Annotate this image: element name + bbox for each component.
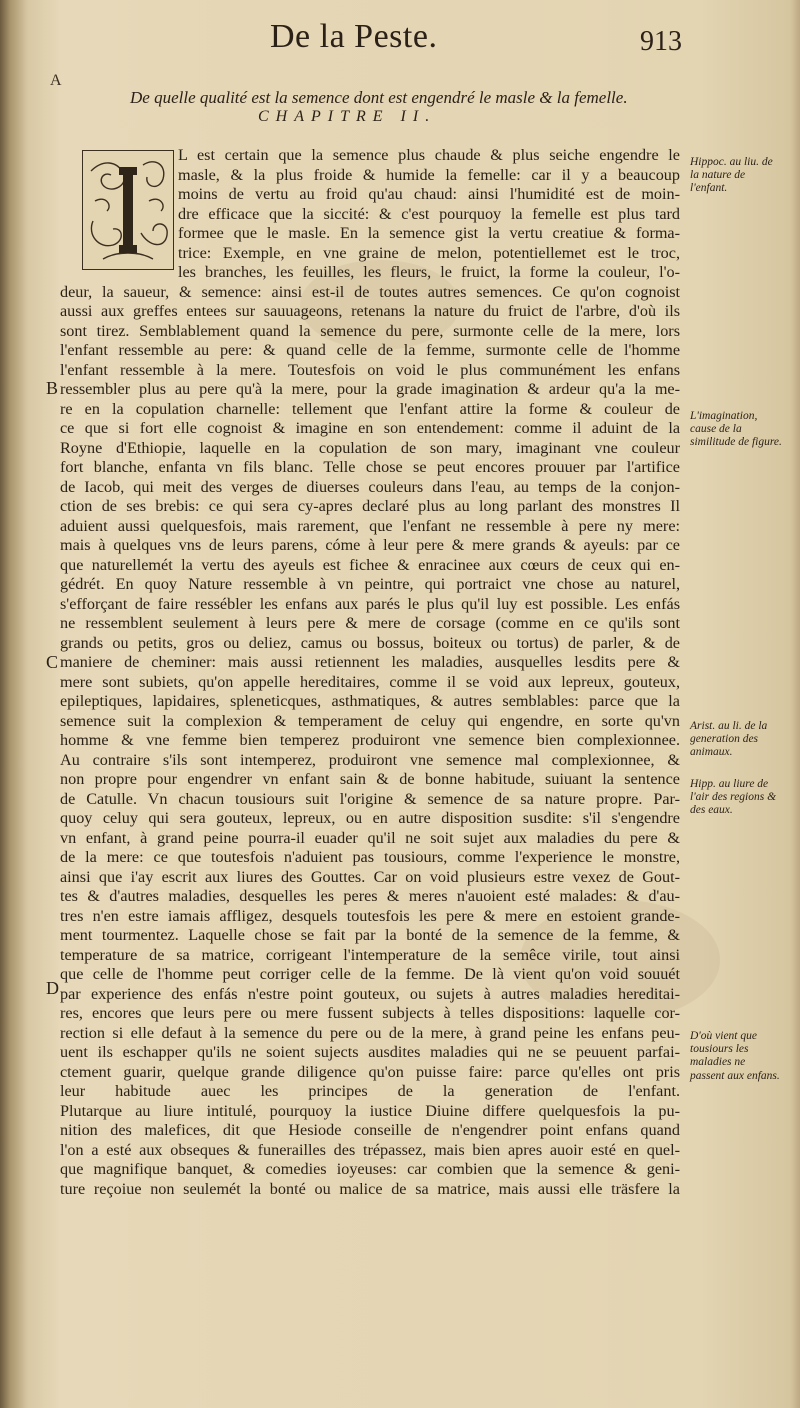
margin-note-hippoc: Hippoc. au liu. de la nature de l'enfant. [690,156,773,195]
text-line: ture reçoiue non seulemét la bonté ou malice de sa matrice, mais aussi elle träsfere la [60,1179,680,1198]
text-line: l'on a esté aux obseques & funerailles des trépassez, mais bien apres auoir esté en quel- [60,1140,680,1159]
text-line: moins de vertu au froid qu'au chaud: ainsi l'humidité est de moin- [178,185,680,203]
text-line: grands ou petits, gros ou deliez, camus ou bossus, boiteux ou tortus) de parler, & de [60,633,680,652]
text-line: ction de ses brebis: ce qui sera cy-apres declaré plus au long parlant des monstres Il [60,497,680,515]
section-letter-c: C [46,652,59,672]
text-line: leur habitude auec les principes de la generation de l'enfant. [60,1082,680,1100]
chapter-body [60,146,680,1199]
text-line: ment tourmentez. Laquelle chose se fait par la bonté de la semence de la femme, & [60,926,680,944]
text-line: mere sont subiets, qu'on appelle hereditaires, comme il se void aux lepreux, gouteux, [60,672,680,691]
text-line: s'efforçant de faire ressébler les enfans aux parés le plus qu'il luy est possible. Les enfás [60,594,680,613]
text-line: tes & d'autres maladies, desquelles les peres & meres n'auoient esté malades: & d'au- [60,887,680,905]
text-line: l'enfant ressemble à la mere. Toutesfois on void le plus communément les enfans [60,360,680,379]
text-line: re en la copulation charnelle: tellement que l'enfant attire la forme & couleur de [60,399,680,418]
text-line: aduient aussi quelquesfois, mais rarement, que l'enfant ne ressemble à pere ny mere: [60,516,680,535]
text-line: epileptiques, lapidaires, spleneticques, asthmatiques, & autres semblables: parce que la [60,692,680,710]
margin-note-dou-vient: D'où vient que tousiours les maladies ne passent aux enfans. [690,1030,780,1082]
text-line: que naturellemét la vertu des ayeuls est fichee & enracinee aux cœurs de ceux qui en- [60,555,680,574]
text-line: par experience des enfás n'estre point gouteux, ou sujets à autres maladies hereditai- [60,984,680,1003]
text-line: temperature de sa matrice, corrigeant l'intemperature de la semêce virile, tout ainsi [60,945,680,964]
text-line: aussi aux greffes entees sur sauuageons, retenans la nature du fruict de l'arbre, d'où ils [60,302,680,320]
text-line: rection si elle defaut à la semence du pere ou de la mere, à grand peine les enfans peu- [60,1023,680,1042]
text-line: les branches, les feuilles, les fleurs, le fruict, la forme la couleur, l'o- [178,263,680,281]
text-line: sont tirez. Semblablement quand la semence du pere, surmonte celle de la mere, lors [60,321,680,340]
text-line: non propre pour engendrer vn enfant sain & de bonne habitude, suiuant la sentence [60,770,680,788]
margin-note-hippocrates-air: Hipp. au liure de l'air des regions & des eaux. [690,778,777,817]
text-line: formee que le masle. En la semence gist la vertu creatiue & forma- [178,224,680,242]
margin-note-imagination: L'imagination, cause de la similitude de figure. [690,410,782,449]
text-line: res, encores que leurs pere ou mere fussent subjects à telles dispositions: laquelle cor- [60,1004,680,1022]
text-line: gédrét. En quoy Nature ressemble à vn peintre, qui portraict vne chose au naturel, [60,575,680,593]
text-line: l'enfant ressemble au pere: & quand celle de la femme, surmonte celle de l'homme [60,341,680,359]
text-line: de la mere: ce que toutesfois n'aduient pas tousiours, comme l'experience le monstre, [60,848,680,866]
running-head: De la Peste. [270,18,438,55]
text-line: Plutarque au liure intitulé, pourquoy la iustice Diuine differe quelquesfois la pu- [60,1101,680,1120]
text-line: ctement guarir, quelque grande diligence qu'on puisse faire: parce qu'elles ont pris [60,1062,680,1081]
section-letter-d: D [46,978,59,998]
chapter-title: De quelle qualité est la semence dont est engendré le masle & la femelle. [130,88,628,107]
text-line: Au contraire s'ils sont intemperez, produiront vne semence mal complexionnee, & [60,750,680,769]
text-line: maniere de cheminer: mais aussi retiennent les maladies, ausquelles lesdits pere & [60,653,680,671]
signature-mark: A [50,72,62,89]
text-line: ressembler plus au pere qu'à la mere, pour la grade imagination & ardeur qu'a la me- [60,380,680,398]
text-line: masle, & la plus froide & humide la femelle: car il y a beaucoup [178,165,680,184]
margin-note-aristotle: Arist. au li. de la generation des animaux. [690,720,768,759]
text-line: mais à quelques vns de leurs parens, cóme à leur pere & mere grands & ayeuls: par ce [60,536,680,554]
page-number: 913 [640,26,682,57]
text-line: fort blanche, enfanta vn fils blanc. Telle chose se peut encores prouuer par l'artifice [60,458,680,476]
chapter-number: CHAPITRE II. [258,108,437,125]
text-line: nition des malefices, dit que Hesiode conseille de n'engendrer point enfans quand [60,1121,680,1139]
text-line: de Catulle. Vn chacun tousiours suit l'origine & semence de sa nature propre. Par- [60,789,680,808]
text-line: deur, la saueur, & semence: ainsi est-il de toutes autres semences. Ce qu'on cognoist [60,282,680,301]
section-letter-b: B [46,378,59,398]
text-line: quoy celuy qui sera gouteux, lepreux, ou en autre disposition susdite: s'il s'engendre [60,809,680,827]
text-line: dre efficace que la siccité: & c'est pourquoy la femelle est plus tard [178,204,680,223]
text-line: ne ressemblent seulement à leurs pere & mere de corsage (comme en ce qu'ils sont [60,614,680,632]
text-line: semence suit la complexion & temperament de celuy qui engendre, en sorte qu'vn [60,711,680,730]
text-line: ce que si fort elle cognoist & imagine en son entendement: comme il aduint de la [60,419,680,437]
text-line: de Iacob, qui meit des verges de diuerses couleurs dans l'eau, au temps de la conjon- [60,477,680,496]
text-line: tres n'en estre iamais affligez, desquels toutesfois les pere & mere en estoient grande- [60,906,680,925]
text-line: homme & vne femme bien temperez produiront vne semence bien complexionnee. [60,731,680,749]
text-line: que magnifique banquet, & comedies ioyeuses: car combien que la semence & geni- [60,1160,680,1178]
text-line: trice: Exemple, en vne graine de melon, potentiellemet est le troc, [178,243,680,262]
text-line: vn enfant, à grand peine pourra-il euader qu'il ne soit sujet aux maladies du pere & [60,828,680,847]
text-line: uent ils eschapper qu'ils ne soient sujects ausdites maladies qui ne se peuuent parfai- [60,1043,680,1061]
text-line: Royne d'Ethiopie, laquelle en la copulation de son mary, imaginant vne couleur [60,438,680,457]
text-line: L est certain que la semence plus chaude & plus seiche engendre le [178,146,680,164]
text-line: ainsi que i'ay escrit aux liures des Gouttes. Car on void plusieurs estre vexez de Gout- [60,867,680,886]
text-line: que celle de l'homme peut corriger celle de la femme. De là vient qu'on void souuét [60,965,680,983]
